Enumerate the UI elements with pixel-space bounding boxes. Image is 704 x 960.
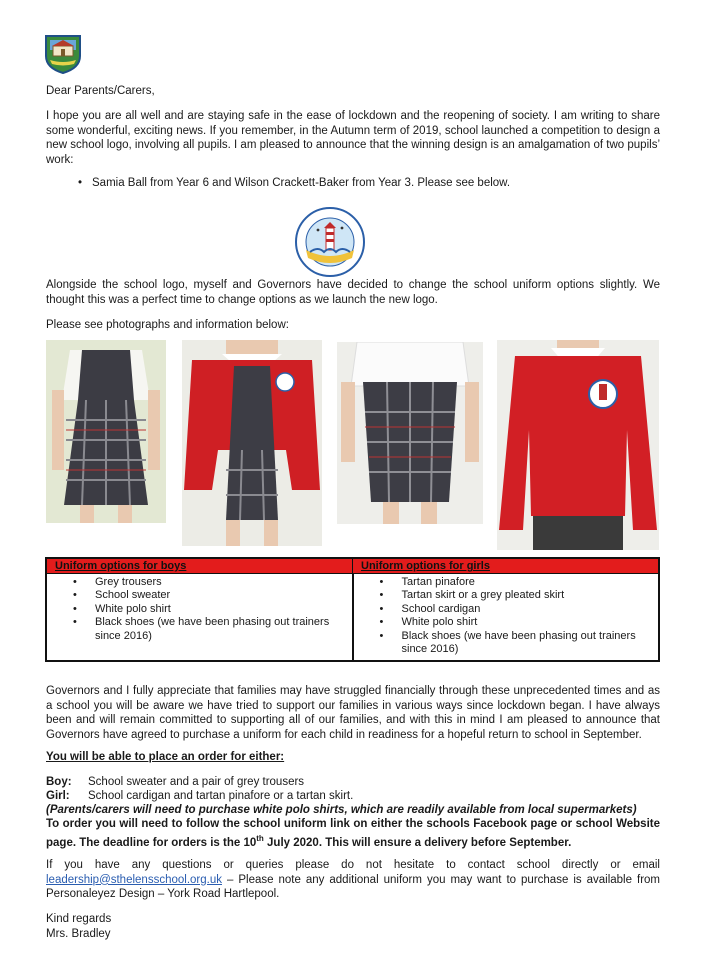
see-photos-line: Please see photographs and information below: <box>46 319 289 331</box>
photo-red-sweater <box>497 340 659 550</box>
school-crest-icon <box>44 34 82 74</box>
girl-option: School cardigan and tartan pinafore or a tartan skirt. <box>88 790 354 802</box>
boys-options-cell <box>46 574 353 662</box>
girls-option: • Black shoes (we have been phasing out trainers since 2016) <box>402 630 653 657</box>
girls-header: Uniform options for girls <box>353 558 660 574</box>
intro-paragraph: I hope you are all well and are staying safe in the ease of lockdown and the reopening of society. I am writing to share some wonderful, exciting news. If you remember, in the Autumn term of 2019, school launched a competition to design a new school logo, involving all pupils. I am pleased to announce that the winning design is an amalgamation of two pupils’ work: <box>46 110 660 166</box>
contact-email-link[interactable]: leadership@sthelensschool.org.uk <box>46 873 222 886</box>
contact-text-2: – Please note any additional uniform you may want to purchase is available from Personaleyez Design – York Road Hartlepool. <box>46 873 660 901</box>
order-heading: You will be able to place an order for either: <box>46 751 285 763</box>
support-paragraph: Governors and I fully appreciate that families may have struggled financially through these unprecedented times and as a school you will be aware we have tried to support our families in various ways since lockdown began. I have always been and will remain committed to supporting all of our families, and with this in mind I am pleased to announce that Governors have agreed to purchase a uniform for each child in readiness for a hopeful return to school in September. <box>46 685 660 741</box>
girl-label: Girl: <box>46 790 70 802</box>
order-date-suffix: th <box>256 833 264 843</box>
winners-bullet <box>80 177 510 189</box>
girls-option: • White polo shirt <box>402 616 653 629</box>
polo-note: (Parents/carers will need to purchase white polo shirts, which are readily available from local supermarkets) <box>46 804 637 816</box>
order-instructions-text: To order you will need to follow the school uniform link on either the schools Facebook page or school Website page. The deadline for orders is the 10 <box>46 818 660 849</box>
girl-option-line <box>46 789 660 804</box>
winners-text: Samia Ball from Year 6 and Wilson Crackett-Baker from Year 3. Please see below. <box>92 177 511 189</box>
girls-option: • Tartan skirt or a grey pleated skirt <box>402 589 653 602</box>
boys-option: • School sweater <box>95 589 346 602</box>
contact-paragraph <box>46 858 660 902</box>
greeting: Dear Parents/Carers, <box>46 85 155 97</box>
boys-option: • White polo shirt <box>95 603 346 616</box>
photo-tartan-pinafore <box>46 340 166 523</box>
order-instructions-text-2: July 2020. This will ensure a delivery before September. <box>263 836 572 849</box>
boy-option: School sweater and a pair of grey trousers <box>88 776 305 788</box>
boy-label: Boy: <box>46 776 72 788</box>
contact-text: If you have any questions or queries please do not hesitate to contact school directly or email <box>46 859 660 871</box>
boys-header: Uniform options for boys <box>46 558 353 574</box>
boys-option: • Grey trousers <box>95 576 346 589</box>
signoff: Kind regards <box>46 913 112 925</box>
order-instructions <box>46 817 660 850</box>
photo-tartan-skirt <box>337 342 483 524</box>
uniform-options-table <box>45 557 660 662</box>
girls-option: • Tartan pinafore <box>402 576 653 589</box>
new-school-logo <box>294 206 366 278</box>
photo-red-cardigan <box>182 340 322 546</box>
girls-option: • School cardigan <box>402 603 653 616</box>
signature: Mrs. Bradley <box>46 928 111 940</box>
boys-option: • Black shoes (we have been phasing out trainers since 2016) <box>95 616 346 643</box>
boy-option-line <box>46 775 660 790</box>
girls-options-cell <box>353 574 660 662</box>
uniform-change-paragraph: Alongside the school logo, myself and Governors have decided to change the school uniform options slightly. We thought this was a perfect time to change options as we launch the new logo. <box>46 279 660 306</box>
